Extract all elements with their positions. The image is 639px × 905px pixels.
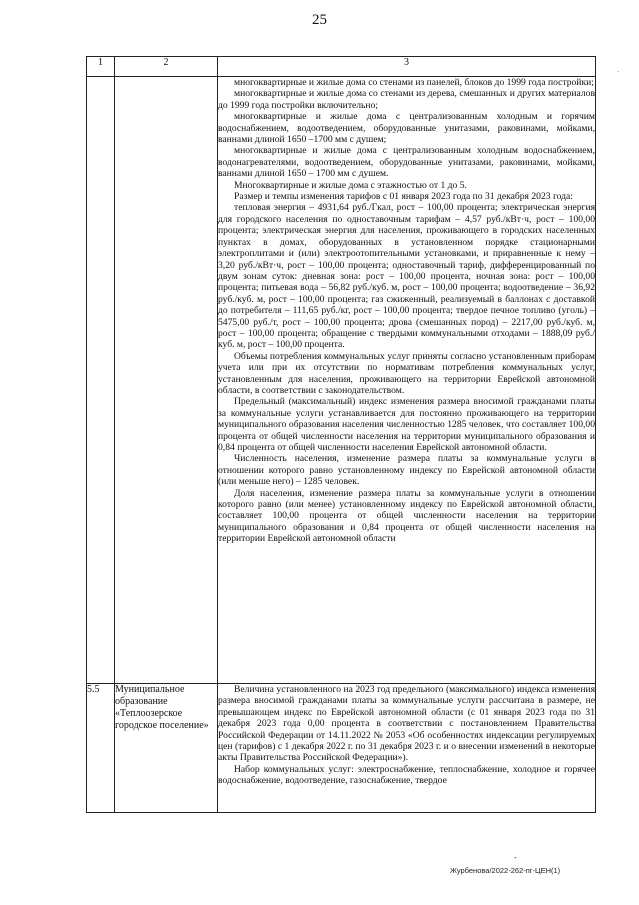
table-row <box>87 77 596 684</box>
municipality-cell: Муниципальное образование «Теплоозерское городское поселение» <box>115 684 218 813</box>
paragraph: Доля населения, изменение размера платы за коммунальные услуги в отношении которого равно (или менее) установленному индексу по Еврейской автономной области, составляет 100,00 процента от общей численности населения на территории муниципального образования и 0,84 процента от общей численности населения на территории Еврейской автономной области <box>218 487 595 545</box>
header-col-3: 3 <box>218 57 596 77</box>
paragraph: Размер и темпы изменения тарифов с 01 января 2023 года по 31 декабря 2023 года: <box>234 191 573 203</box>
paragraph: Набор коммунальных услуг: электроснабжение, теплоснабжение, холодное и горячее водоснабжение, водоотведение, газоснабжение, твердое <box>218 763 595 787</box>
paragraph: Величина установленного на 2023 год предельного (максимального) индекса изменения размера вносимой гражданами платы за коммунальные услуги рассчитана в размере, не превышающем индекс по Еврейской автономной области (с 01 января 2023 года по 31 декабря 2023 года 0,00 процента в соответствии с постановлением Правительства Российской Федерации от 14.11.2022 № 2053 «Об особенностях индексации регулируемых цен (тарифов) с 1 декабря 2022 г. по 31 декабря 2023 г. и о внесении изменений в некоторые акты Правительства Российской Федерации»). <box>218 684 595 764</box>
paragraph: Предельный (максимальный) индекс изменения размера вносимой гражданами платы за коммунальные услуги устанавливается для постоянно проживающего на территории муниципального образования населения численностью 1285 человек, что составляет 100,00 процента от общей численности населения на территории муниципального образования и 0,84 процента от общей численности населения Еврейской автономной области. <box>218 396 595 453</box>
table-row <box>87 684 596 813</box>
paragraph: Объемы потребления коммунальных услуг приняты согласно установленным приборам учета или при их отсутствии по нормативам потребления коммунальных услуг, установленным для населения, проживающего на территории Еврейской автономной области, в соответствии с законодательством. <box>218 350 595 396</box>
paragraph: многоквартирные и жилые дома со стенами из дерева, смешанных и других материалов до 1999 года постройки включительно; <box>218 88 595 111</box>
document-code: Журбенова/2022-262-пг-ЦЕН(1) <box>450 866 561 875</box>
paragraph: Многоквартирные и жилые дома с этажностью от 1 до 5. <box>234 179 467 191</box>
document-table <box>86 56 596 813</box>
municipality-cell <box>115 77 218 684</box>
header-col-1: 1 <box>87 57 115 77</box>
row-number <box>87 77 115 684</box>
footer-dash: - <box>514 853 517 862</box>
paragraph: Численность населения, изменение размера платы за коммунальные услуги в отношении которого равно установленному индексу по Еврейской автономной области (или меньше него) – 1285 человек. <box>218 453 595 488</box>
row-number: 5.5 <box>87 684 115 813</box>
paragraph: многоквартирные и жилые дома с централизованным холодным водоснабжением, водонагревателями, водоотведением, оборудованные унитазами, раковинами, мойками, ваннами длиной 1650 – 1700 мм с душем. <box>218 145 595 180</box>
margin-mark: · <box>617 68 620 76</box>
table-header-row <box>87 57 596 77</box>
header-col-2: 2 <box>115 57 218 77</box>
page-number: 25 <box>312 12 327 28</box>
paragraph: тепловая энергия – 4931,64 руб./Гкал, рост – 100,00 процента; электрическая энергия для городского населения по одноставочным тарифам – 4,57 руб./кВт·ч, рост – 100,00 процента; электрическая энергия для населения, проживающего в городских населенных пунктах в домах, оборудованных в установленном порядке стационарными электроплитами и (или) электроотопительными установками, и приравненные к нему – 3,20 руб./кВт·ч, рост – 100,00 процента; одноставочный тариф, дифференцированный по двум зонам суток: дневная зона: рост – 100,00 процента, ночная зона: рост – 100,00 процента; питьевая вода – 56,82 руб./куб. м, рост – 100,00 процента; водоотведение – 36,92 руб./куб. м, рост – 100,00 процента; газ сжиженный, реализуемый в баллонах с доставкой до потребителя – 111,65 руб./кг, рост – 100,00 процента; твердое печное топливо (уголь) – 5475,00 руб./т, рост – 100,00 процента; дрова (смешанных пород) – 2217,00 руб./куб. м, рост – 100,00 процента; обращение с твердыми коммунальными отходами – 1888,09 руб./куб. м, рост – 100,00 процента. <box>218 202 595 351</box>
paragraph: многоквартирные и жилые дома со стенами из панелей, блоков до 1999 года постройки; <box>234 77 594 88</box>
description-cell <box>218 684 596 813</box>
description-cell <box>218 77 596 684</box>
paragraph: многоквартирные и жилые дома с централизованным холодным и горячим водоснабжением, водоотведением, оборудованные унитазами, раковинами, мойками, ваннами длиной 1650 –1700 мм с душем; <box>218 111 595 146</box>
